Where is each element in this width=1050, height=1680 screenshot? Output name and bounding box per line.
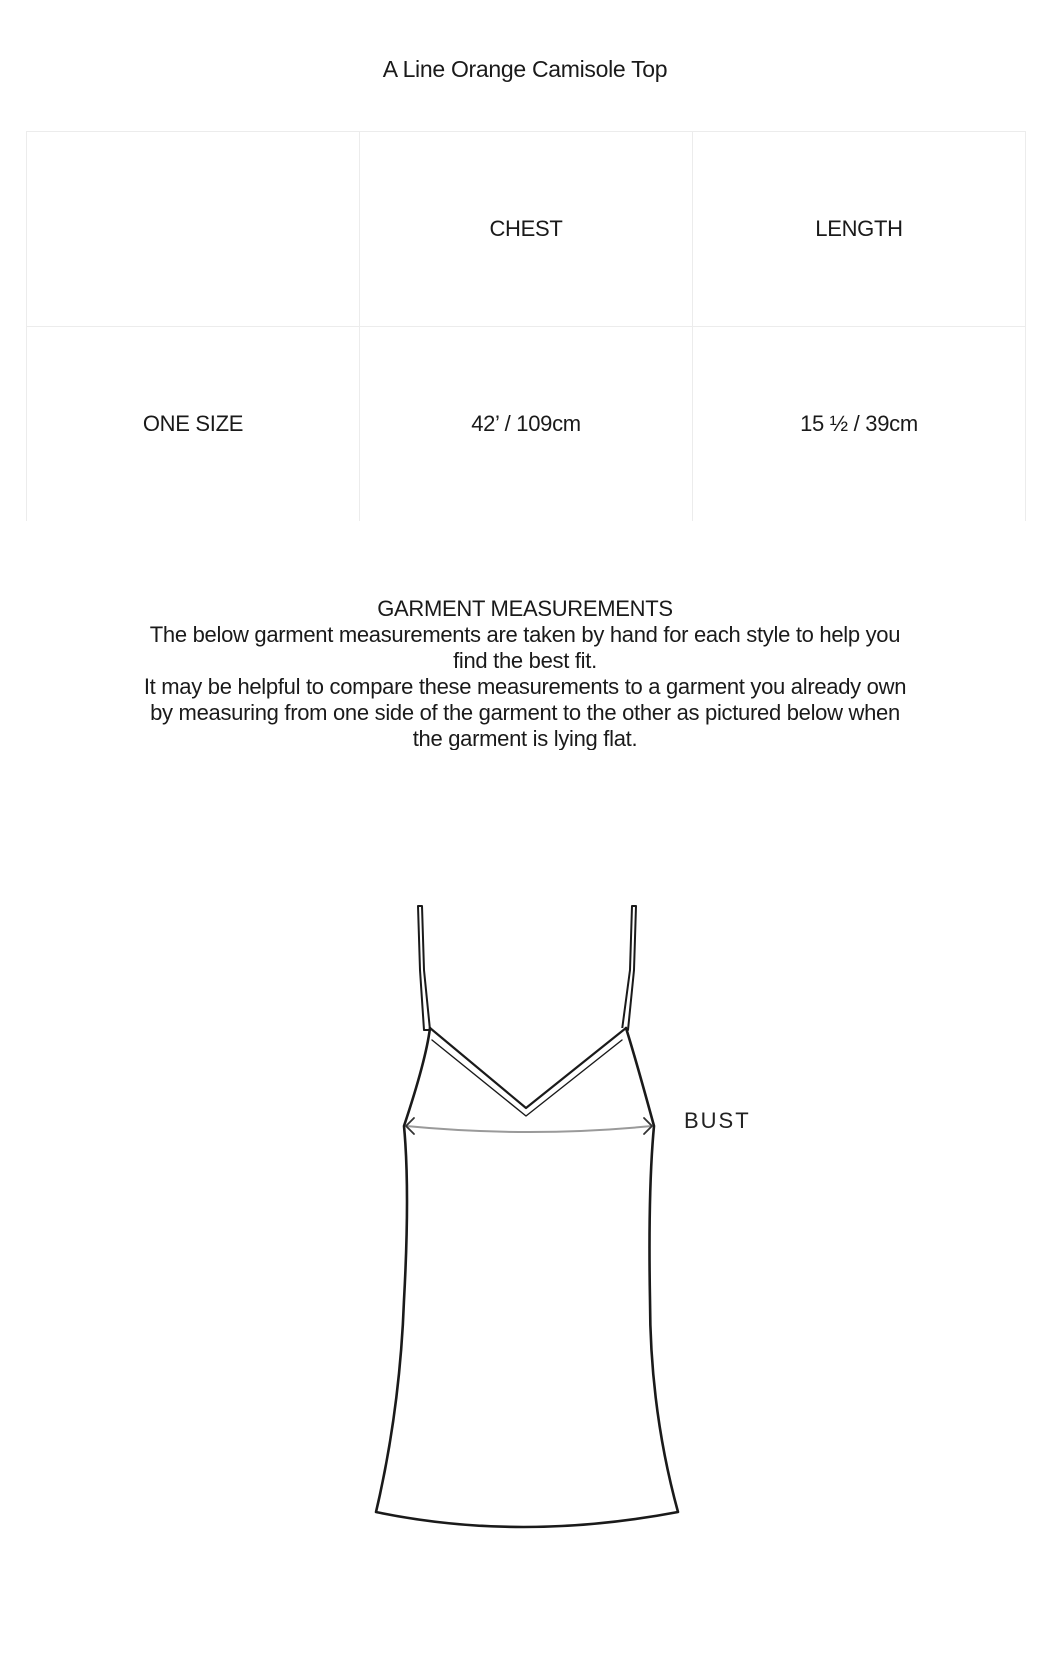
table-header-row [27,132,1026,327]
table-header-cell-empty [27,132,360,327]
table-row [27,327,1026,522]
size-chart-table [26,131,1026,521]
size-cell: ONE SIZE [27,327,360,522]
measurements-paragraph-1: The below garment measurements are taken by hand for each style to help you find the best fit. [149,622,901,673]
chest-cell: 42’ / 109cm [360,327,693,522]
page-title: A Line Orange Camisole Top [382,56,668,82]
garment-measurements-info [140,596,910,750]
right-strap [622,906,636,1030]
left-strap [418,906,430,1030]
measurements-paragraph-2: It may be helpful to compare these measurements to a garment you already own by measuring from one side of the garment to the other as pictured below when the garment is lying flat. [143,674,907,750]
table-header-length: LENGTH [693,132,1026,327]
table-header-chest: CHEST [360,132,693,327]
bust-label: BUST [684,1108,751,1133]
length-cell: 15 ½ / 39cm [693,327,1026,522]
camisole-diagram-icon [360,890,700,1530]
measurements-heading: GARMENT MEASUREMENTS [377,596,673,621]
garment-body-outline [376,1028,678,1527]
